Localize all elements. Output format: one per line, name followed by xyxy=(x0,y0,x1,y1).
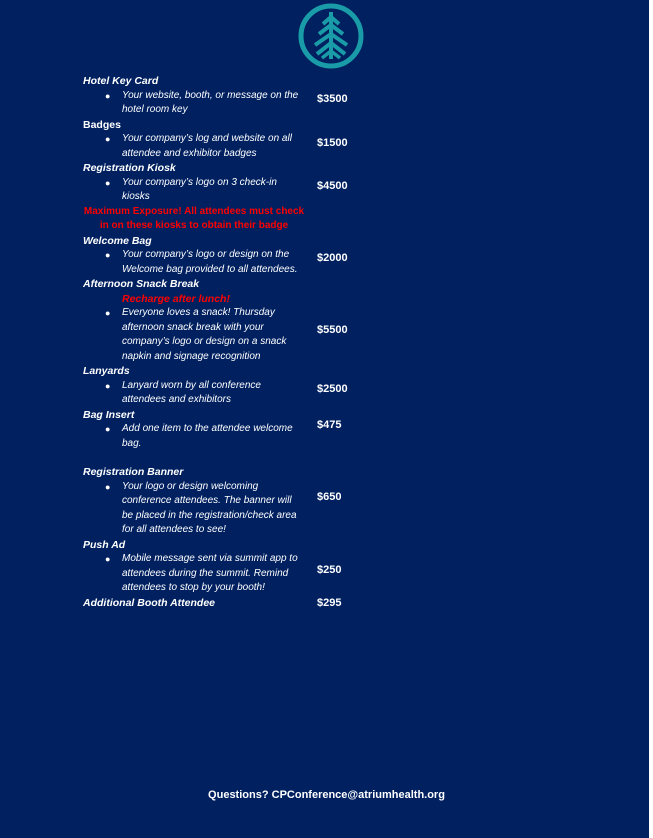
item-description-bullet xyxy=(83,306,305,364)
bullet-icon: ● xyxy=(105,308,111,318)
bullet-icon: ● xyxy=(105,134,111,144)
item-price: $650 xyxy=(317,491,342,503)
list-item xyxy=(83,364,383,408)
item-price: $3500 xyxy=(317,93,348,105)
item-highlight: Recharge after lunch! xyxy=(122,292,230,305)
item-description: Your website, booth, or message on the hotel room key xyxy=(122,89,299,115)
contact-footer xyxy=(0,789,649,801)
list-item xyxy=(83,74,383,118)
list-item xyxy=(83,408,383,452)
item-description: Your company’s log and website on all attendee and exhibitor badges xyxy=(122,133,292,159)
item-description: Your logo or design welcoming conference attendees. The banner will be placed in the registration/check area for all attendees to see! xyxy=(122,480,297,535)
item-price: $5500 xyxy=(317,324,348,336)
item-price: $4500 xyxy=(317,180,348,192)
item-price: $250 xyxy=(317,563,342,576)
list-item xyxy=(83,277,383,364)
list-item xyxy=(83,465,383,538)
item-title: Welcome Bag xyxy=(83,234,152,247)
item-description-bullet xyxy=(83,552,305,596)
list-item xyxy=(83,234,383,278)
list-item xyxy=(83,118,383,162)
item-title: Lanyards xyxy=(83,365,130,377)
bullet-icon: ● xyxy=(105,380,111,391)
item-price: $2500 xyxy=(317,383,348,395)
list-item xyxy=(83,596,383,611)
bullet-icon: ● xyxy=(105,177,111,188)
bullet-icon: ● xyxy=(105,424,111,434)
item-title: Push Ad xyxy=(83,538,126,551)
item-title: Registration Kiosk xyxy=(83,162,176,174)
item-title: Hotel Key Card xyxy=(83,75,159,87)
bullet-icon: ● xyxy=(105,554,111,564)
item-price: $2000 xyxy=(317,251,348,264)
item-description-bullet xyxy=(83,379,305,408)
item-description: Mobile message sent via summit app to attendees during the summit. Remind attendees to stop by your booth! xyxy=(122,553,298,593)
item-price: $475 xyxy=(317,418,342,431)
list-item xyxy=(83,538,383,596)
item-description: Everyone loves a snack! Thursday afternoon snack break with your company’s logo or design on a snack napkin and signage recognition xyxy=(122,307,287,362)
exposure-note: Maximum Exposure! All attendees must check in on these kiosks to obtain their badge xyxy=(83,205,305,231)
sponsorship-list xyxy=(83,74,383,610)
list-item xyxy=(83,161,383,234)
questions-label: Questions? xyxy=(208,789,269,801)
bullet-icon: ● xyxy=(105,90,111,101)
item-title: Badges xyxy=(83,118,121,131)
item-description-bullet xyxy=(83,248,305,277)
item-description-bullet xyxy=(83,89,305,118)
item-description-bullet xyxy=(83,132,305,161)
item-description-bullet xyxy=(83,480,305,538)
item-price: $295 xyxy=(317,596,342,609)
item-title: Afternoon Snack Break xyxy=(83,278,200,290)
bullet-icon: ● xyxy=(105,250,111,260)
item-description: Your company’s logo on 3 check-in kiosks xyxy=(122,176,277,202)
item-description: Your company’s logo or design on the Welcome bag provided to all attendees. xyxy=(122,249,298,275)
item-price: $1500 xyxy=(317,136,348,149)
bullet-icon: ● xyxy=(105,481,111,492)
item-description-bullet xyxy=(83,422,305,451)
atrium-health-tree-logo-icon xyxy=(294,3,368,69)
item-title: Additional Booth Attendee xyxy=(83,596,216,609)
item-description: Lanyard worn by all conference attendees and exhibitors xyxy=(122,379,261,405)
item-title: Registration Banner xyxy=(83,466,184,478)
item-description-bullet xyxy=(83,176,305,205)
item-description: Add one item to the attendee welcome bag. xyxy=(122,423,293,449)
contact-email-link[interactable]: CPConference@atriumhealth.org xyxy=(271,789,445,801)
item-title: Bag Insert xyxy=(83,408,135,421)
